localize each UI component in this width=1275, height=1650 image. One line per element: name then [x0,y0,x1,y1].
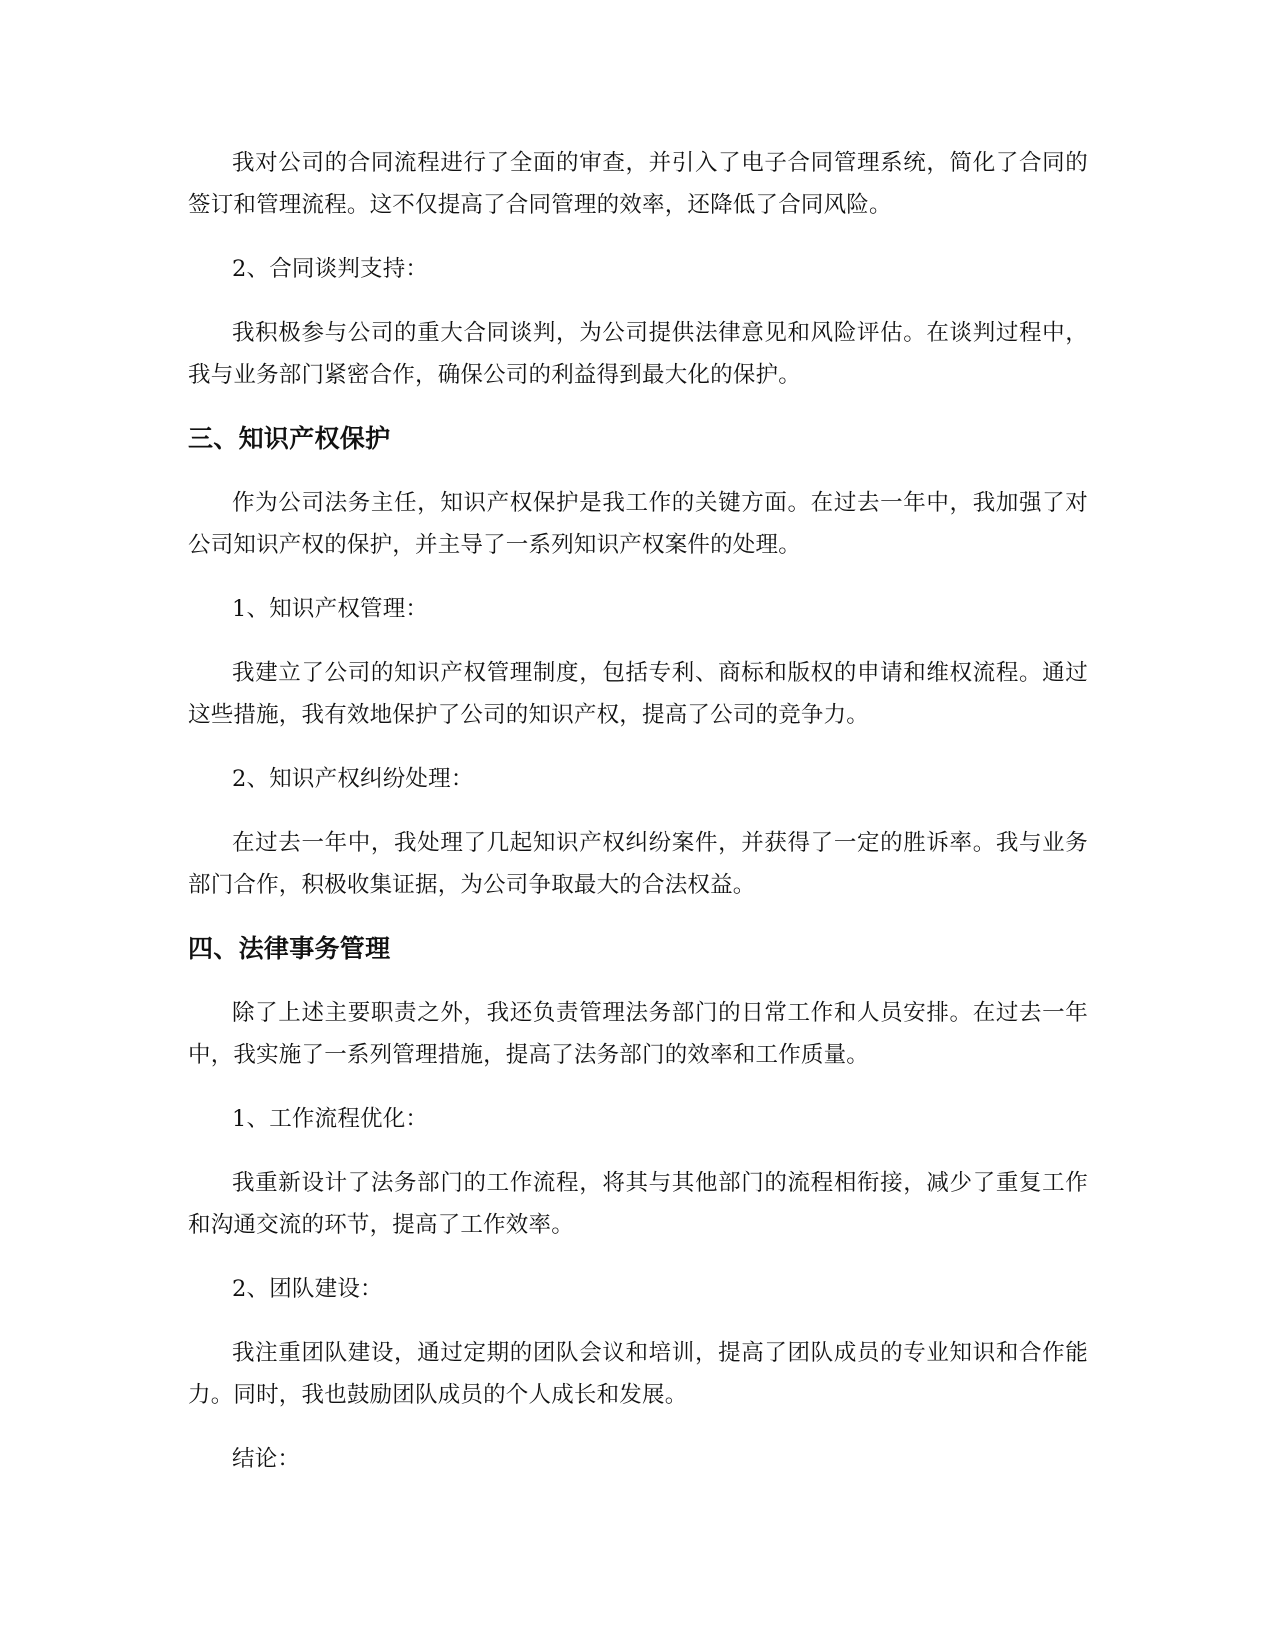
paragraph-team-building: 我注重团队建设，通过定期的团队会议和培训，提高了团队成员的专业知识和合作能力。同时，我也鼓励团队成员的个人成长和发展。 [188,1340,1088,1408]
subheading-conclusion: 结论： [232,1446,301,1472]
subheading-ip-disputes: 2、知识产权纠纷处理： [232,766,474,792]
subheading-contract-negotiation: 2、合同谈判支持： [232,256,429,282]
paragraph-legal-affairs-intro: 除了上述主要职责之外，我还负责管理法务部门的日常工作和人员安排。在过去一年中，我实施了一系列管理措施，提高了法务部门的效率和工作质量。 [188,1000,1088,1068]
section-heading-ip-protection: 三、知识产权保护 [188,424,391,453]
paragraph-ip-intro: 作为公司法务主任，知识产权保护是我工作的关键方面。在过去一年中，我加强了对公司知识产权的保护，并主导了一系列知识产权案件的处理。 [188,490,1088,558]
paragraph-contract-review: 我对公司的合同流程进行了全面的审查，并引入了电子合同管理系统，简化了合同的签订和管理流程。这不仅提高了合同管理的效率，还降低了合同风险。 [188,150,1088,218]
document-body [188,142,1088,1480]
section-heading-legal-affairs: 四、法律事务管理 [188,934,391,963]
paragraph-ip-disputes: 在过去一年中，我处理了几起知识产权纠纷案件，并获得了一定的胜诉率。我与业务部门合作，积极收集证据，为公司争取最大的合法权益。 [188,830,1088,898]
subheading-team-building: 2、团队建设： [232,1276,383,1302]
subheading-workflow-optimization: 1、工作流程优化： [232,1106,429,1132]
paragraph-workflow-optimization: 我重新设计了法务部门的工作流程，将其与其他部门的流程相衔接，减少了重复工作和沟通交流的环节，提高了工作效率。 [188,1170,1088,1238]
subheading-ip-management: 1、知识产权管理： [232,596,429,622]
paragraph-contract-negotiation: 我积极参与公司的重大合同谈判，为公司提供法律意见和风险评估。在谈判过程中，我与业务部门紧密合作，确保公司的利益得到最大化的保护。 [188,320,1088,388]
paragraph-ip-management: 我建立了公司的知识产权管理制度，包括专利、商标和版权的申请和维权流程。通过这些措施，我有效地保护了公司的知识产权，提高了公司的竞争力。 [188,660,1088,728]
